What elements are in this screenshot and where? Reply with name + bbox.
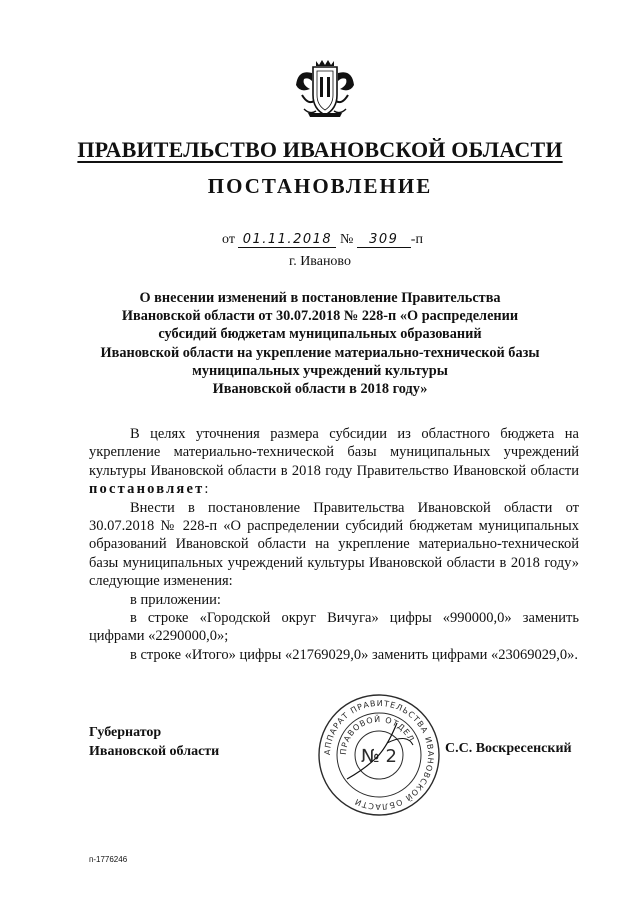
- body-paragraph: Внести в постановление Правительства Ивановской области от 30.07.2018 № 228-п «О распределении субсидий бюджетам муниципальных образований Ивановской области на укрепление материально-технической базы муниципальных учреждений культуры Ивановской области в 2018 году» следующие изменения:: [89, 499, 579, 590]
- body-paragraph: в приложении:: [130, 591, 221, 608]
- subject-line: Ивановской области на укрепление материально-технической базы: [100, 344, 540, 361]
- subject-line: муниципальных учреждений культуры: [192, 362, 448, 379]
- body-paragraph: в строке «Итого» цифры «21769029,0» заменить цифрами «23069029,0».: [130, 646, 579, 663]
- stamp-center: № 2: [361, 746, 397, 767]
- document-body: [89, 425, 579, 664]
- document-number: 309: [357, 233, 411, 248]
- document-subject: [80, 289, 560, 398]
- stamp-inner-text: ПРАВОВОЙ ОТДЕЛ: [338, 714, 417, 756]
- document-type: ПОСТАНОВЛЕНИЕ: [207, 174, 433, 198]
- government-title: ПРАВИТЕЛЬСТВО ИВАНОВСКОЙ ОБЛАСТИ: [77, 137, 563, 162]
- document-date: 01.11.2018: [238, 233, 336, 248]
- stamp-outer-text: АППАРАТ ПРАВИТЕЛЬСТВА ИВАНОВСКОЙ ОБЛАСТИ: [322, 698, 436, 812]
- emphasis-postanovlyaet: постановляет: [89, 481, 205, 498]
- coat-of-arms-icon: [290, 55, 360, 125]
- number-suffix: -п: [410, 232, 423, 247]
- city: г. Иваново: [289, 254, 351, 269]
- body-paragraph: в строке «Городской округ Вичуга» цифры «990000,0» заменить цифрами «2290000,0»;: [89, 610, 579, 645]
- signatory-name: С.С. Воскресенский: [445, 741, 572, 756]
- signatory-position: Губернатор Ивановской области: [89, 725, 220, 759]
- subject-line: субсидий бюджетам муниципальных образований: [158, 326, 482, 343]
- subject-line: Ивановской области от 30.07.2018 № 228-п «О распределении: [121, 308, 519, 325]
- document-code: п-1776246: [89, 855, 128, 864]
- number-prefix: №: [339, 232, 354, 247]
- date-prefix: от: [222, 232, 235, 247]
- official-stamp-icon: [317, 693, 441, 817]
- body-paragraph: В целях уточнения размера субсидии из областного бюджета на укрепление материально-технической базы муниципальных учреждений культуры Ивановской области в 2018 году Правительство Ивановской области постановляет:: [89, 426, 579, 498]
- date-number-line: [222, 232, 423, 248]
- subject-line: Ивановской области в 2018 году»: [212, 381, 428, 398]
- subject-line: О внесении изменений в постановление Правительства: [139, 290, 501, 306]
